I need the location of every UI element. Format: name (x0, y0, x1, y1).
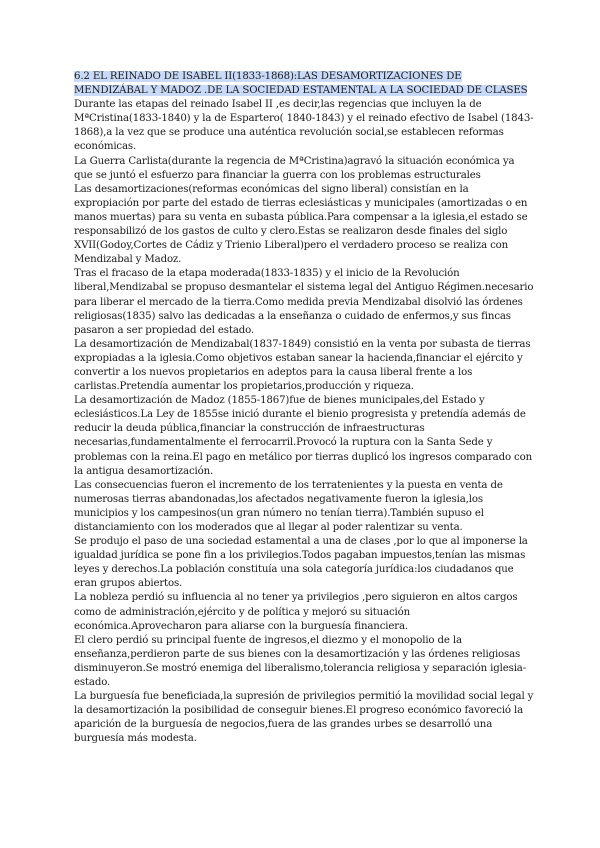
paragraph: Durante las etapas del reinado Isabel II ,es decir,las regencias que incluyen la de MªCristina(1833-1840) y la de Espartero( 1840-1843) y el reinado efectivo de Isabel (1843-1868),a la vez que se produce una auténtica revolución social,se establecen reformas económicas. (74, 99, 534, 153)
heading-block (74, 70, 534, 98)
document-page (74, 70, 534, 747)
paragraph: Tras el fracaso de la etapa moderada(1833-1835) y el inicio de la Revolución liberal,Mendizabal se propuso desmantelar el sistema legal del Antiguo Régimen.necesario para liberar el mercado de la tierra.Como medida previa Mendizabal disolvió las órdenes religiosas(1835) salvo las dedicadas a la enseñanza o cuidado de enfermos,y sus fincas pasaron a ser propiedad del estado. (74, 268, 534, 336)
paragraph: La burguesía fue beneficiada,la supresión de privilegios permitió la movilidad social legal y la desamortización la posibilidad de conseguir bienes.El progreso económico favoreció la aparición de la burguesía de negocios,fuera de las grandes urbes se desarrolló una burguesía más modesta. (74, 691, 534, 745)
paragraph: La Guerra Carlista(durante la regencia de MªCristina)agravó la situación económica ya que se juntó el esfuerzo para financiar la guerra con los problemas estructurales (74, 155, 515, 181)
document-heading: 6.2 EL REINADO DE ISABEL II(1833-1868):LAS DESAMORTIZACIONES DE MENDIZÁBAL Y MADOZ .DE LA SOCIEDAD ESTAMENTAL A LA SOCIEDAD DE CLASES (74, 71, 528, 97)
paragraph: La nobleza perdió su influencia al no tener ya privilegios ,pero siguieron en altos cargos como de administración,ejército y de política y mejoró su situación económica.Aprovecharon para aliarse con la burguesía financiera. (74, 592, 518, 632)
paragraph: Se produjo el paso de una sociedad estamental a una de clases ,por lo que al imponerse la igualdad jurídica se pone fin a los privilegios.Todos pagaban impuestos,tenían las mismas leyes y derechos.La población constituía una sola categoría jurídica:los ciudadanos que eran grupos abiertos. (74, 536, 528, 590)
paragraph: El clero perdió su principal fuente de ingresos,el diezmo y el monopolio de la enseñanza,perdieron parte de sus bienes con la desamortización y las órdenes religiosas disminuyeron.Se mostró enemiga del liberalismo,tolerancia religiosa y separación iglesia-estado. (74, 634, 527, 689)
paragraph: La desamortización de Mendizabal(1837-1849) consistió en la venta por subasta de tierras expropiadas a la iglesia.Como objetivos estaban sanear la hacienda,financiar el ejército y convertir a los nuevos propietarios en adeptos para la causa liberal frente a los carlistas.Pretendía aumentar los propietarios,producción y riqueza. (74, 338, 531, 393)
paragraph: La desamortización de Madoz (1855-1867)fue de bienes municipales,del Estado y eclesiásticos.La Ley de 1855se inició durante el bienio progresista y pretendía además de reducir la deuda pública,financiar la construcción de infraestructuras necesarias,fundamentalmente el ferrocarril.Provocó la ruptura con la Santa Sede y problemas con la reina.El pago en metálico por tierras duplicó los ingresos comparado con la antigua desamortización. (74, 395, 533, 477)
paragraph: Las desamortizaciones(reformas económicas del signo liberal) consistían en la expropiación por parte del estado de tierras eclesiásticas y municipales (amortizadas o en manos muertas) para su venta en subasta pública.Para compensar a la iglesia,el estado se responsabilizó de los gastos de culto y clero.Estas se realizaron desde finales del siglo XVII(Godoy,Cortes de Cádiz y Trienio Liberal)pero el verdadero proceso se realiza con Mendizabal y Madoz. (74, 183, 528, 266)
paragraph: Las consecuencias fueron el incremento de los terratenientes y la puesta en venta de numerosas tierras abandonadas,los afectados negativamente fueron la iglesia,los municipios y los campesinos(un gran número no tenían tierra).También supuso el distanciamiento con los moderados que al llegar al poder ralentizar su venta. (74, 479, 503, 533)
